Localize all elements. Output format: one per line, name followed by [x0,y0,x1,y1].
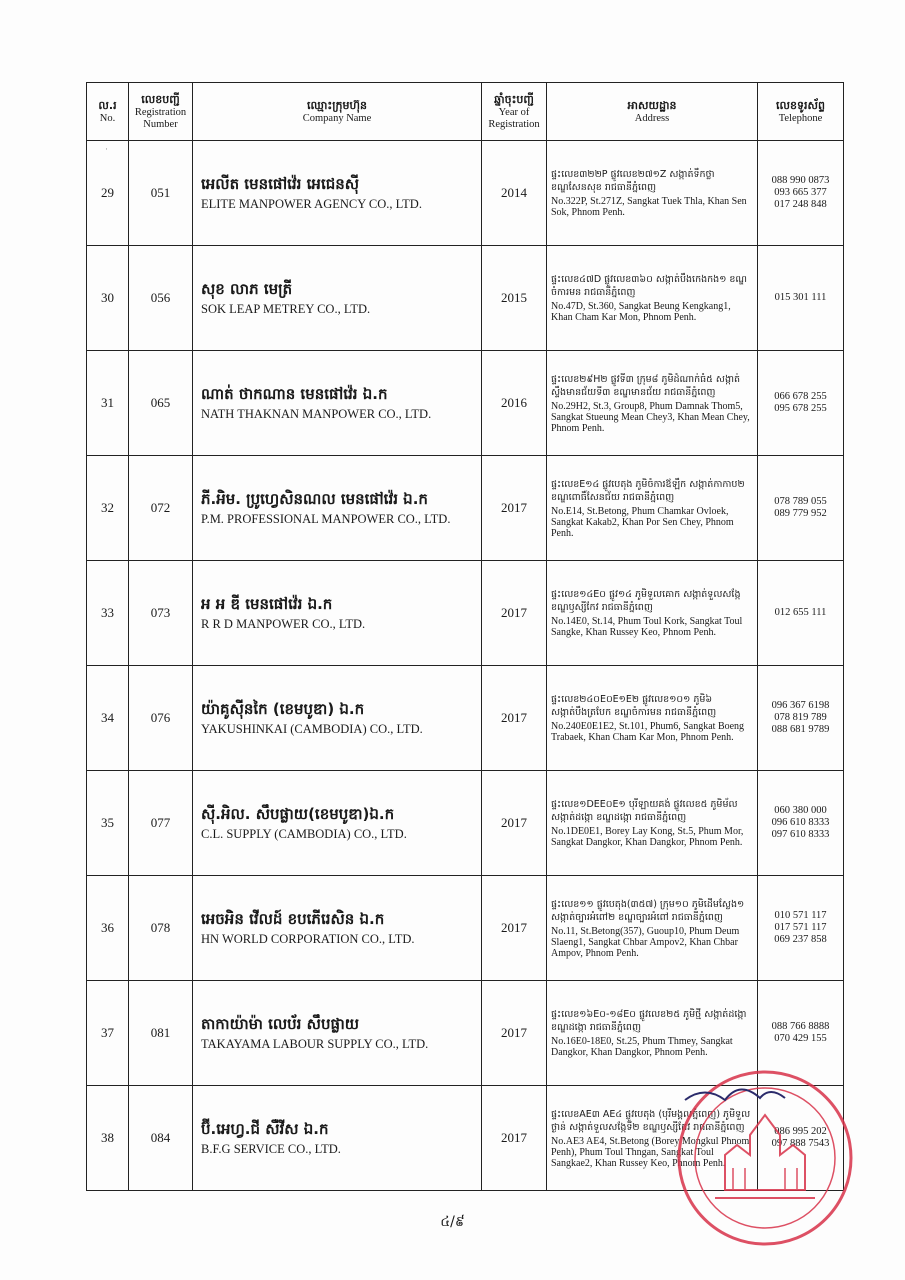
address-cell [547,351,758,456]
address-english: No.29H2, St.3, Group8, Phum Damnak Thom5, Sangkat Stueung Mean Chey3, Khan Mean Chey, Phnom Penh. [551,400,750,434]
address-khmer: ផ្ទះលេខE១៤ ផ្លូវបេតុង ភូមិចំការឪឡឹក សង្កាត់កាកាប២ ខណ្ឌពោធិ៍សែនជ័យ រាជធានីភ្នំពេញ [551,478,745,503]
registration-number: 072 [129,456,193,561]
registration-number: 073 [129,561,193,666]
table-row [87,561,844,666]
telephone-cell [758,876,844,981]
row-number: 30 [87,246,129,351]
address-english: No.14E0, St.14, Phum Toul Kork, Sangkat Toul Sangke, Khan Russey Keo, Phnom Penh. [551,616,743,638]
header-registration-number: លេខបញ្ជី Registration Number [129,83,193,141]
address-english: No.16E0-18E0, St.25, Phum Thmey, Sangkat Dangkor, Khan Dangkor, Phnom Penh. [551,1036,733,1058]
registration-number: 065 [129,351,193,456]
registration-number: 078 [129,876,193,981]
telephone-cell [758,771,844,876]
company-name-english: NATH THAKNAN MANPOWER CO., LTD. [201,407,432,421]
registration-number: 056 [129,246,193,351]
address-english: No.E14, St.Betong, Phum Chamkar Ovloek, Sangkat Kakab2, Khan Por Sen Chey, Phnom Penh. [551,505,734,539]
telephone-number: 088 990 0873 [771,175,830,186]
address-english: No.1DE0E1, Borey Lay Kong, St.5, Phum Mor, Sangkat Dangkor, Khan Dangkor, Phnom Penh. [551,826,744,848]
address-khmer: ផ្ទះលេខ១៤E០ ផ្លូវ១៤ ភូមិទួលគោក សង្កាត់ទួលសង្កែ ខណ្ឌឫស្សីកែវ រាជធានីភ្នំពេញ [551,589,741,613]
registration-table [86,82,844,1191]
registration-number: 076 [129,666,193,771]
row-number: 31 [87,351,129,456]
company-name-english: ELITE MANPOWER AGENCY CO., LTD. [201,197,422,211]
table-row [87,141,844,246]
address-khmer: ផ្ទះលេខ១១ ផ្លូវបេតុង(៣៥៧) ក្រុម១០ ភូមិដើមស្លែង១ សង្កាត់ច្បារអំពៅ២ ខណ្ឌច្បារអំពៅ រាជធានីភ្នំពេញ [551,898,745,923]
header-year: ឆ្នាំចុះបញ្ជី Year of Registration [482,83,547,141]
registration-year: 2017 [482,561,547,666]
registration-year: 2017 [482,456,547,561]
company-name-cell [193,771,482,876]
telephone-number: 097 610 8333 [771,829,830,840]
telephone-number: 089 779 952 [774,508,827,519]
company-name-khmer: អ អ ឌី មេនផៅវ៉េរ ឯ.ក [201,595,333,613]
telephone-number: 069 237 858 [774,934,827,945]
company-name-cell [193,981,482,1086]
telephone-number: 010 571 117 [774,910,827,921]
company-name-khmer: អេលីត មេនផៅវ៉េរ អេជេនស៊ី [201,175,360,193]
registration-number: 051 [129,141,193,246]
address-cell [547,141,758,246]
registration-year: 2017 [482,666,547,771]
telephone-cell [758,456,844,561]
address-english: No.240E0E1E2, St.101, Phum6, Sangkat Boeng Trabaek, Khan Cham Kar Mon, Phnom Penh. [551,721,745,743]
address-cell [547,561,758,666]
telephone-number: 086 995 202 [774,1126,827,1137]
row-number: 32 [87,456,129,561]
header-company-name: ឈ្មោះក្រុមហ៊ុន Company Name [193,83,482,141]
telephone-number: 017 571 117 [774,922,827,933]
official-seal-stamp [655,1060,855,1250]
telephone-cell [758,351,844,456]
company-name-cell [193,561,482,666]
row-number: 34 [87,666,129,771]
telephone-number: 060 380 000 [774,805,827,816]
telephone-number: 093 665 377 [774,187,827,198]
telephone-cell [758,246,844,351]
registration-year: 2016 [482,351,547,456]
telephone-number: 078 789 055 [774,496,827,507]
header-telephone: លេខទូរស័ព្ទ Telephone [758,83,844,141]
page-number: ៤/៩ [440,1214,465,1230]
row-number: 35 [87,771,129,876]
table-row [87,666,844,771]
company-name-cell [193,1086,482,1191]
address-khmer: ផ្ទះលេខ១៦E០-១៨E០ ផ្លូវលេខ២៥ ភូមិថ្មី សង្កាត់ដង្កោ ខណ្ឌដង្កោ រាជធានីភ្នំពេញ [551,1009,747,1033]
company-name-cell [193,141,482,246]
telephone-number: 096 610 8333 [771,817,830,828]
table-row [87,876,844,981]
company-name-english: TAKAYAMA LABOUR SUPPLY CO., LTD. [201,1037,429,1051]
company-name-cell [193,876,482,981]
telephone-number: 070 429 155 [774,1033,827,1044]
company-name-english: C.L. SUPPLY (CAMBODIA) CO., LTD. [201,827,407,841]
address-khmer: ផ្ទះលេខ៣២២P ផ្លូវលេខ២៧១Z សង្កាត់ទឹកថ្លា ខណ្ឌសែនសុខ រាជធានីភ្នំពេញ [551,169,715,193]
company-name-english: B.F.G SERVICE CO., LTD. [201,1142,341,1156]
company-name-english: R R D MANPOWER CO., LTD. [201,617,366,631]
address-khmer: ផ្ទះលេខ១DEE០E១ បុរីឡាយគង់ ផ្លូវលេខ៥ ភូមិម័ល សង្កាត់ដង្កោ ខណ្ឌដង្កោ រាជធានីភ្នំពេញ [551,799,738,823]
table-row [87,246,844,351]
company-name-english: HN WORLD CORPORATION CO., LTD. [201,932,415,946]
address-cell [547,771,758,876]
address-khmer: ផ្ទះលេខ២៤០E០E១E២ ផ្លូវលេខ១០១ ភូមិ៦ សង្កាត់បឹងត្របែក ខណ្ឌចំការមន រាជធានីភ្នំពេញ [551,694,717,718]
registration-year: 2017 [482,981,547,1086]
company-name-english: P.M. PROFESSIONAL MANPOWER CO., LTD. [201,512,451,526]
company-name-cell [193,351,482,456]
row-number: 38 [87,1086,129,1191]
telephone-number: 066 678 255 [774,391,827,402]
scan-mark: · [105,144,108,154]
registration-year: 2015 [482,246,547,351]
company-name-khmer: សុខ លាភ មេត្រី [201,280,293,298]
address-cell [547,246,758,351]
telephone-cell [758,561,844,666]
telephone-number: 097 888 7543 [771,1138,830,1149]
address-english: No.11, St.Betong(357), Guoup10, Phum Deum Slaeng1, Sangkat Chbar Ampov2, Khan Chbar Ampov, Phnom Penh. [551,925,740,959]
address-cell [547,456,758,561]
telephone-cell [758,666,844,771]
address-english: No.47D, St.360, Sangkat Beung Kengkang1, Khan Cham Kar Mon, Phnom Penh. [551,301,731,323]
table-row [87,351,844,456]
telephone-number: 088 681 9789 [771,724,830,735]
registration-number: 081 [129,981,193,1086]
telephone-number: 095 678 255 [774,403,827,414]
telephone-number: 078 819 789 [774,712,827,723]
company-name-khmer: អេចអិន វើលដ៍ ខបភើរេសិន ឯ.ក [201,910,385,928]
row-number: 29 [87,141,129,246]
address-khmer: ផ្ទះលេខ២៩H២ ផ្លូវទី៣ ក្រុម៨ ភូមិដំណាក់ធំ៥ សង្កាត់ស្ទឹងមានជ័យទី៣ ខណ្ឌមានជ័យ រាជធានីភ្នំពេញ [551,373,741,398]
company-name-cell [193,246,482,351]
telephone-number: 012 655 111 [774,607,827,618]
company-name-khmer: យ៉ាគូស៊ីនកៃ (ខេមបូឌា) ឯ.ក [201,700,365,718]
company-name-cell [193,666,482,771]
address-english: No.AE3 AE4, St.Betong (Borey Mongkul Phnom Penh), Phum Toul Thngan, Sangkat Toul Sangkae2, Khan Russey Keo, Phnom Penh. [551,1135,750,1169]
registration-year: 2014 [482,141,547,246]
address-khmer: ផ្ទះលេខ៤៧D ផ្លូវលេខ៣៦០ សង្កាត់បឹងកេងកង១ ខណ្ឌចំការមន រាជធានីភ្នំពេញ [551,274,748,298]
telephone-number: 017 248 848 [774,199,827,210]
registration-year: 2017 [482,1086,547,1191]
company-name-khmer: ស៊ី.អិល. សឹបផ្លាយ(ខេមបូឌា)ឯ.ក [201,805,395,823]
registration-number: 084 [129,1086,193,1191]
row-number: 33 [87,561,129,666]
telephone-number: 096 367 6198 [771,700,830,711]
table-row [87,456,844,561]
address-cell [547,666,758,771]
company-name-cell [193,456,482,561]
company-name-khmer: ភី.អិម. ប្រូហ្វេសិនណល មេនផៅវ៉េរ ឯ.ក [201,490,428,508]
address-cell [547,876,758,981]
telephone-number: 015 301 111 [774,292,827,303]
header-no: ល.រ No. [87,83,129,141]
company-name-khmer: ប៊ី.អេហ្វ.ជី សឺវីស ឯ.ក [201,1120,329,1138]
telephone-cell [758,141,844,246]
telephone-number: 088 766 8888 [771,1021,830,1032]
registration-year: 2017 [482,771,547,876]
company-name-khmer: ណាត់ ថាកណាន មេនផៅវ៉េរ ឯ.ក [201,385,388,403]
row-number: 37 [87,981,129,1086]
address-english: No.322P, St.271Z, Sangkat Tuek Thla, Khan Sen Sok, Phnom Penh. [551,196,747,218]
registration-number: 077 [129,771,193,876]
company-name-khmer: តាកាយ៉ាម៉ា លេប័រ សឹបផ្លាយ [201,1015,360,1033]
header-address: អាសយដ្ឋាន Address [547,83,758,141]
table-header-row [87,83,844,141]
company-name-english: SOK LEAP METREY CO., LTD. [201,302,371,316]
address-khmer: ផ្ទះលេខAE៣ AE៤ ផ្លូវបេតុង (បុរីមង្គលភ្នំពេញ) ភូមិទួលថ្ងាន់ សង្កាត់ទួលសង្កែទី២ ខណ្ឌឫស្សីកែវ រាជធានីភ្នំពេញ [551,1108,751,1133]
table-row [87,771,844,876]
registration-year: 2017 [482,876,547,981]
row-number: 36 [87,876,129,981]
company-name-english: YAKUSHINKAI (CAMBODIA) CO., LTD. [201,722,423,736]
